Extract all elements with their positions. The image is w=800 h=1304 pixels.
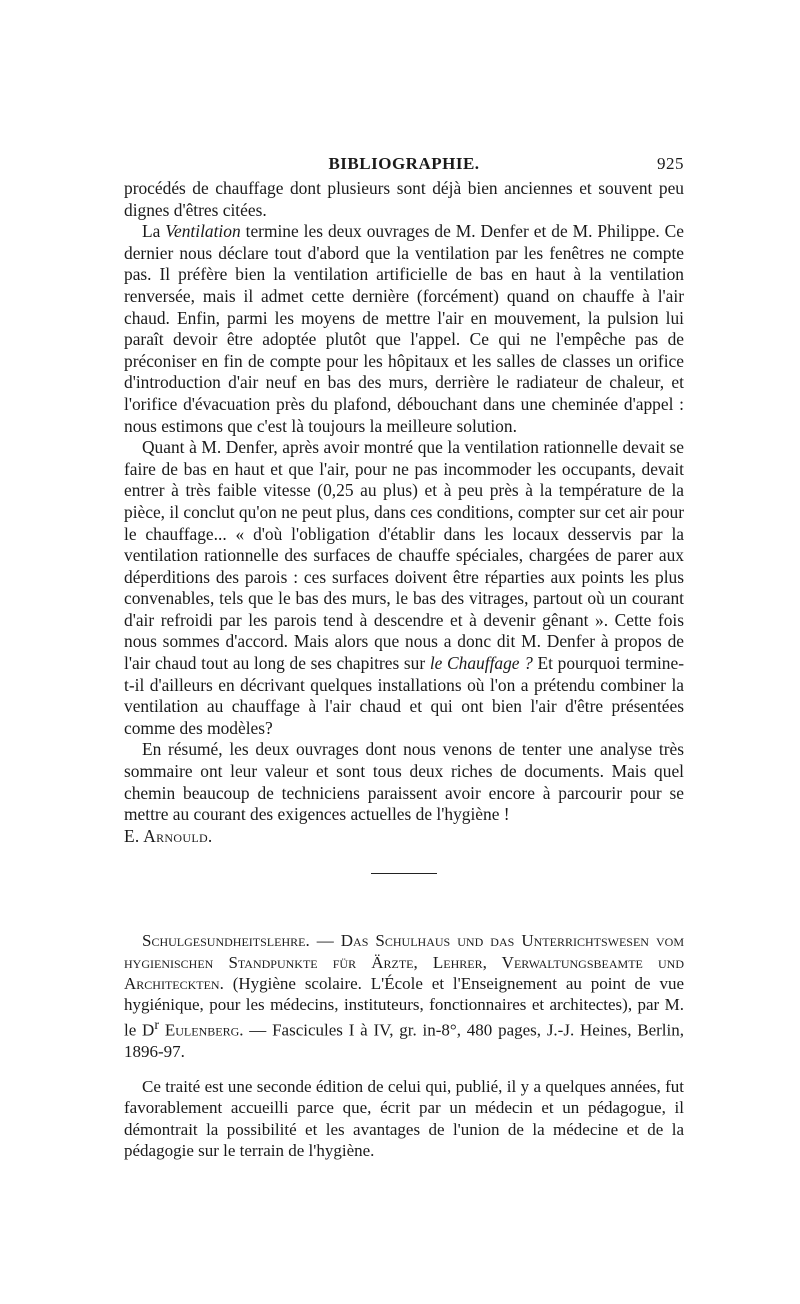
entry-author: Eulenberg. xyxy=(159,1020,244,1040)
running-head xyxy=(124,150,684,178)
paragraph-4-text: En résumé, les deux ouvrages dont nous venons de tenter une analyse très sommaire ont leur valeur et sont tous deux riches de documents. Mais quel chemin beaucoup de techniciens paraissent avoir encore à parcourir pour se mettre au courant des exigences actuelles de l'hygiène ! xyxy=(124,739,684,825)
entry-review-text: Ce traité est une seconde édition de celui qui, publié, il y a quelques années, fut favorablement accueilli parce que, écrit par un médecin et un pédagogue, il démontrait la possibilité et les avantages de l'union de la médecine et de la pédagogie sur le terrain de l'hygiène. xyxy=(124,1077,684,1160)
entry-translation: (Hygiène scolaire. L'École et l'Enseignement au point de vue hygiénique, pour les médecins, instituteurs, fonctionnaires et architectes), par M. le D xyxy=(124,973,684,1040)
page-title: BIBLIOGRAPHIE. xyxy=(328,154,480,173)
ventilation-title: Ventilation xyxy=(165,221,241,242)
entry-doctor-sup: r xyxy=(154,1017,160,1034)
chauffage-title: le Chauffage ? xyxy=(429,653,533,674)
entry-publication: — Fascicules I à IV, gr. in-8°, 480 pages, J.-J. Heines, Berlin, 1896-97. xyxy=(124,1020,684,1062)
page-content xyxy=(124,150,684,1161)
entry-title: Schulgesundheitslehre. — Das Schulhaus und das Unterrichtswesen vom hygienischen Standpunkte für Ärzte, Lehrer, Verwaltungsbeamte und Architeckten. xyxy=(124,931,684,993)
paragraph-1: procédés de chauffage dont plusieurs sont déjà bien anciennes et souvent peu dignes d'êtres citées. xyxy=(124,178,684,220)
page-number: 925 xyxy=(657,154,684,173)
paragraph-3 xyxy=(124,437,684,739)
paragraph-2-lead: La xyxy=(142,221,161,242)
signature-line xyxy=(124,826,684,848)
section-divider xyxy=(371,873,437,874)
signature: E. Arnould. xyxy=(124,825,213,846)
bibliographic-entry xyxy=(124,930,684,1062)
paragraph-2-text: termine les deux ouvrages de M. Denfer et de M. Philippe. Ce dernier nous déclare tout d'abord que la ventilation par les fenêtres ne compte pas. Il préfère bien la ventilation artificielle de bas en haut à la ventilation renversée, mais il admet cette dernière (forcément) quand on chauffe à l'air chaud. Enfin, parmi les moyens de mettre l'air en mouvement, la pulsion lui paraît devoir être adoptée plutôt que l'appel. Ce qui ne l'empêche pas de préconiser en fin de compte pour les hôpitaux et les salles de classes un orifice d'introduction d'air neuf en bas des murs, derrière le radiateur de chaleur, et l'orifice d'évacuation près du plafond, débouchant dans une cheminée d'appel : nous estimons que c'est là toujours la meilleure solution. xyxy=(124,221,684,436)
paragraph-3-text-b: Et pourquoi termine-t-il d'ailleurs en décrivant quelques installations où l'on a prétendu combiner la ventilation au chauffage à l'air chaud et qui ont bien l'air d'être présentées comme des modèles? xyxy=(124,653,685,738)
paragraph-4 xyxy=(124,739,684,825)
paragraph-2 xyxy=(124,221,684,437)
paragraph-3-text-a: Quant à M. Denfer, après avoir montré que la ventilation rationnelle devait se faire de bas en haut et que l'air, pour ne pas incommoder les occupants, devait entrer à très faible vitesse (0,25 au plus) et à peu près à la température de la pièce, il conclut qu'on ne peut plus, dans ces conditions, compter sur cet air pour le chauffage... « d'où l'obligation d'établir dans les locaux desservis par la ventilation rationnelle des surfaces de chauffe spéciales, chargées de parer aux déperditions des parois : ces surfaces doivent être réparties aux points les plus convenables, tels que le bas des murs, le bas des vitrages, partout où un courant d'air refroidi par les parois tend à descendre et à devenir gênant ». Cette fois nous sommes d'accord. Mais alors que nous a donc dit M. Denfer à propos de l'air chaud tout au long de ses chapitres sur xyxy=(124,437,684,674)
